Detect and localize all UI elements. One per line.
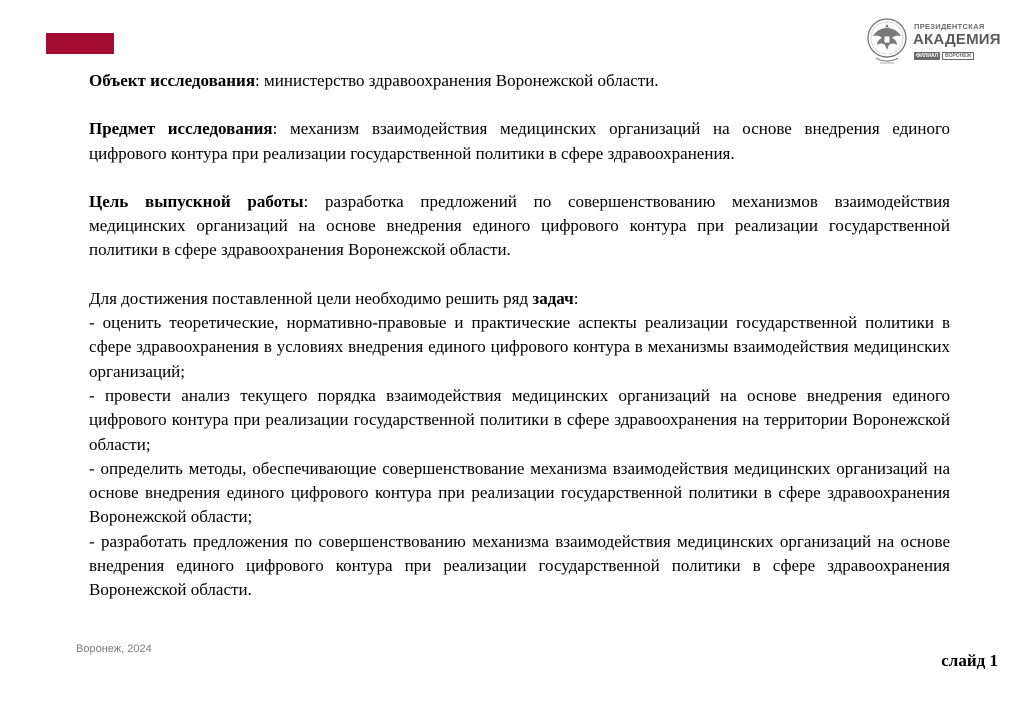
task-item: - оценить теоретические, нормативно-правовые и практические аспекты реализации государственной политики в сфере здравоохранения в условиях внедрения единого цифрового контура в механизмы взаимодействия медицинских организаций; — [89, 313, 950, 381]
object-label: Объект исследования — [89, 71, 256, 90]
object-text: : министерство здравоохранения Воронежской области. — [255, 71, 659, 90]
logo-tag-branch: ФИЛИАЛ — [916, 53, 939, 59]
goal-label: Цель выпускной работы — [89, 191, 304, 211]
object-paragraph — [89, 69, 950, 93]
subject-label: Предмет исследования — [89, 119, 273, 139]
logo-tags — [914, 52, 974, 60]
slide-content — [89, 69, 950, 603]
task-item: - провести анализ текущего порядка взаимодействия медицинских организаций на основе внедрения единого цифрового контура при реализации государственной политики в сфере здравоохранения на территории Воронежской области; — [89, 385, 950, 454]
logo-line1: ПРЕЗИДЕНТСКАЯ — [914, 22, 985, 31]
subject-paragraph — [89, 117, 950, 166]
accent-bar — [46, 33, 114, 54]
goal-text: : разработка предложений по совершенствованию механизмов взаимодействия медицинских организаций на основе внедрения единого цифрового контура при реализации государственной политики в сфере здравоохранения Воронежской области. — [89, 191, 950, 260]
goal-paragraph — [89, 190, 950, 263]
slide-number: слайд 1 — [941, 651, 998, 670]
footer-city-year: Воронеж, 2024 — [76, 643, 152, 655]
subject-text: : механизм взаимодействия медицинских организаций на основе внедрения единого цифрового контура при реализации государственной политики в сфере здравоохранения. — [89, 119, 950, 163]
tasks-intro-bold: задач — [532, 288, 574, 308]
tasks-intro-end: : — [573, 288, 579, 308]
task-item: - разработать предложения по совершенствованию механизма взаимодействия медицинских организаций на основе внедрения единого цифрового контура при реализации государственной политики в сфере здравоохранения Воронежской области. — [89, 531, 950, 600]
task-item: - определить методы, обеспечивающие совершенствование механизма взаимодействия медицинских организаций на основе внедрения единого цифрового контура при реализации государственной политики в сфере здравоохранения Воронежской области; — [89, 458, 950, 527]
tasks-intro — [89, 287, 950, 311]
eagle-emblem-icon — [864, 14, 910, 70]
logo-line2: АКАДЕМИЯ — [913, 31, 1001, 48]
logo-tag-city: ВОРОНЕЖ — [942, 52, 974, 60]
tasks-intro-text: Для достижения поставленной цели необходимо решить ряд — [89, 288, 533, 308]
academy-logo — [864, 14, 1001, 72]
